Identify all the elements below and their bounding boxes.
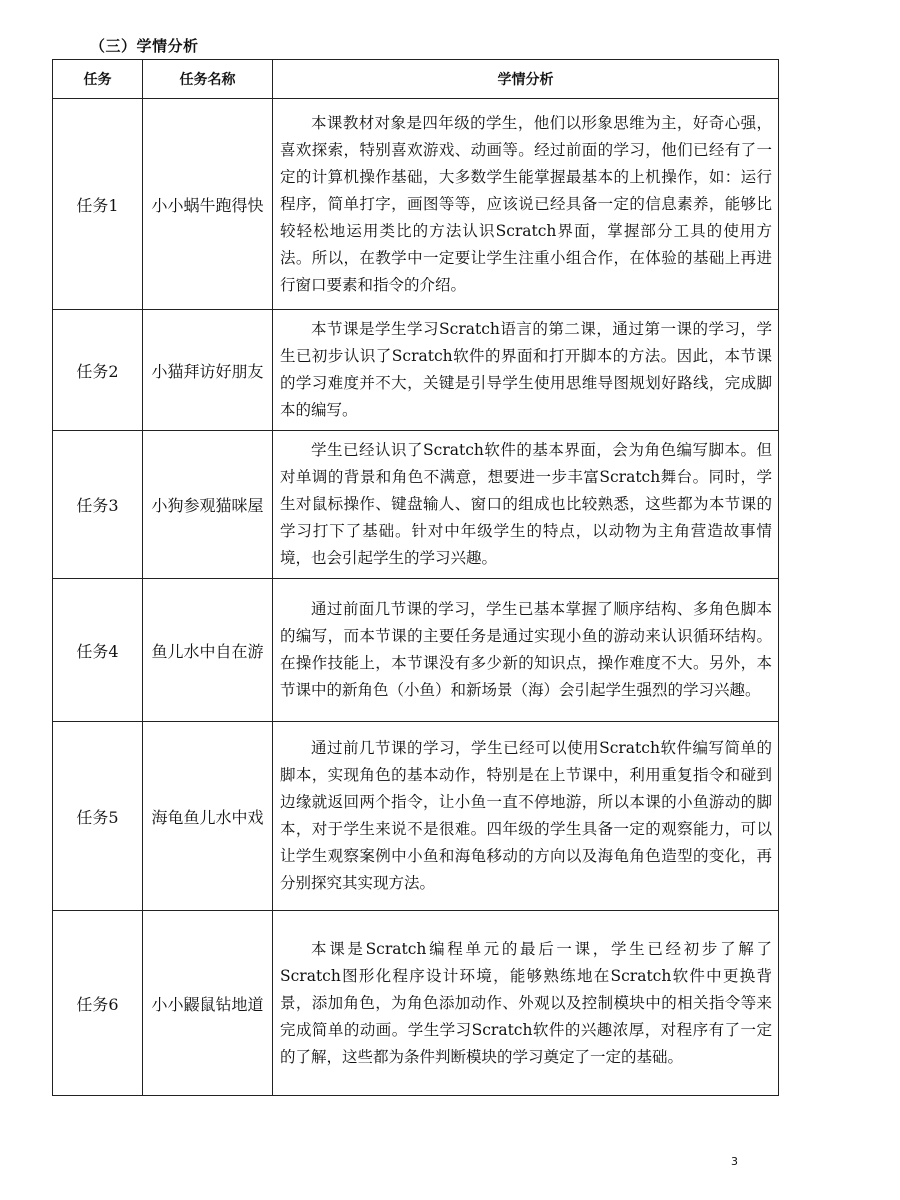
task-id: 任务2 <box>53 310 143 431</box>
table-row <box>53 431 779 579</box>
analysis-cell <box>273 99 779 310</box>
table-row <box>53 310 779 431</box>
header-task-name: 任务名称 <box>143 60 273 99</box>
page-number: 3 <box>731 1155 738 1168</box>
task-name: 小狗参观猫咪屋 <box>143 431 273 579</box>
header-task: 任务 <box>53 60 143 99</box>
analysis-text: 学生已经认识了Scratch软件的基本界面，会为角色编写脚本。但对单调的背景和角色不满意，想要进一步丰富Scratch舞台。同时，学生对鼠标操作、键盘输人、窗口的组成也比较熟悉，这些都为本节课的学习打下了基础。针对中年级学生的特点，以动物为主角营造故事情境，也会引起学生的学习兴趣。 <box>280 441 772 567</box>
analysis-cell <box>273 579 779 722</box>
task-id: 任务5 <box>53 722 143 911</box>
analysis-cell <box>273 310 779 431</box>
header-analysis: 学情分析 <box>273 60 779 99</box>
section-heading: （三）学情分析 <box>90 37 199 55</box>
table-row <box>53 99 779 310</box>
task-id: 任务4 <box>53 579 143 722</box>
task-name: 小猫拜访好朋友 <box>143 310 273 431</box>
table-row <box>53 579 779 722</box>
analysis-cell <box>273 911 779 1096</box>
analysis-text: 本节课是学生学习Scratch语言的第二课，通过第一课的学习，学生已初步认识了Scratch软件的界面和打开脚本的方法。因此，本节课的学习难度并不大，关键是引导学生使用思维导图规划好路线，完成脚本的编写。 <box>280 320 772 419</box>
analysis-cell <box>273 431 779 579</box>
task-name: 海龟鱼儿水中戏 <box>143 722 273 911</box>
analysis-text: 本课是Scratch编程单元的最后一课，学生已经初步了解了Scratch图形化程序设计环境，能够熟练地在Scratch软件中更换背景，添加角色，为角色添加动作、外观以及控制模块中的相关指令等来完成简单的动画。学生学习Scratch软件的兴趣浓厚，对程序有了一定的了解，这些都为条件判断模块的学习奠定了一定的基础。 <box>280 939 772 1066</box>
task-name: 小小蜗牛跑得快 <box>143 99 273 310</box>
table-row <box>53 722 779 911</box>
analysis-text: 通过前几节课的学习，学生已经可以使用Scratch软件编写简单的脚本，实现角色的基本动作，特别是在上节课中，利用重复指令和碰到边缘就返回两个指令，让小鱼一直不停地游，所以本课的小鱼游动的脚本，对于学生来说不是很难。四年级的学生具备一定的观察能力，可以让学生观察案例中小鱼和海龟移动的方向以及海龟角色造型的变化，再分别探究其实现方法。 <box>280 739 772 892</box>
table-row <box>53 911 779 1096</box>
analysis-cell <box>273 722 779 911</box>
task-id: 任务3 <box>53 431 143 579</box>
analysis-text: 通过前面几节课的学习，学生已基本掌握了顺序结构、多角色脚本的编写，而本节课的主要任务是通过实现小鱼的游动来认识循环结构。在操作技能上，本节课没有多少新的知识点，操作难度不大。另外，本节课中的新角色（小鱼）和新场景（海）会引起学生强烈的学习兴趣。 <box>280 600 772 699</box>
table-header-row <box>53 60 779 99</box>
task-id: 任务6 <box>53 911 143 1096</box>
task-name: 鱼儿水中自在游 <box>143 579 273 722</box>
analysis-text: 本课教材对象是四年级的学生，他们以形象思维为主，好奇心强，喜欢探索，特别喜欢游戏、动画等。经过前面的学习，他们已经有了一定的计算机操作基础，大多数学生能掌握最基本的上机操作，如：运行程序，简单打字，画图等等，应该说已经具备一定的信息素养，能够比较轻松地运用类比的方法认识Scratch界面，掌握部分工具的使用方法。所以，在教学中一定要让学生注重小组合作，在体验的基础上再进行窗口要素和指令的介绍。 <box>280 113 772 294</box>
learning-analysis-table <box>52 59 779 1096</box>
task-id: 任务1 <box>53 99 143 310</box>
task-name: 小小鼹鼠钻地道 <box>143 911 273 1096</box>
